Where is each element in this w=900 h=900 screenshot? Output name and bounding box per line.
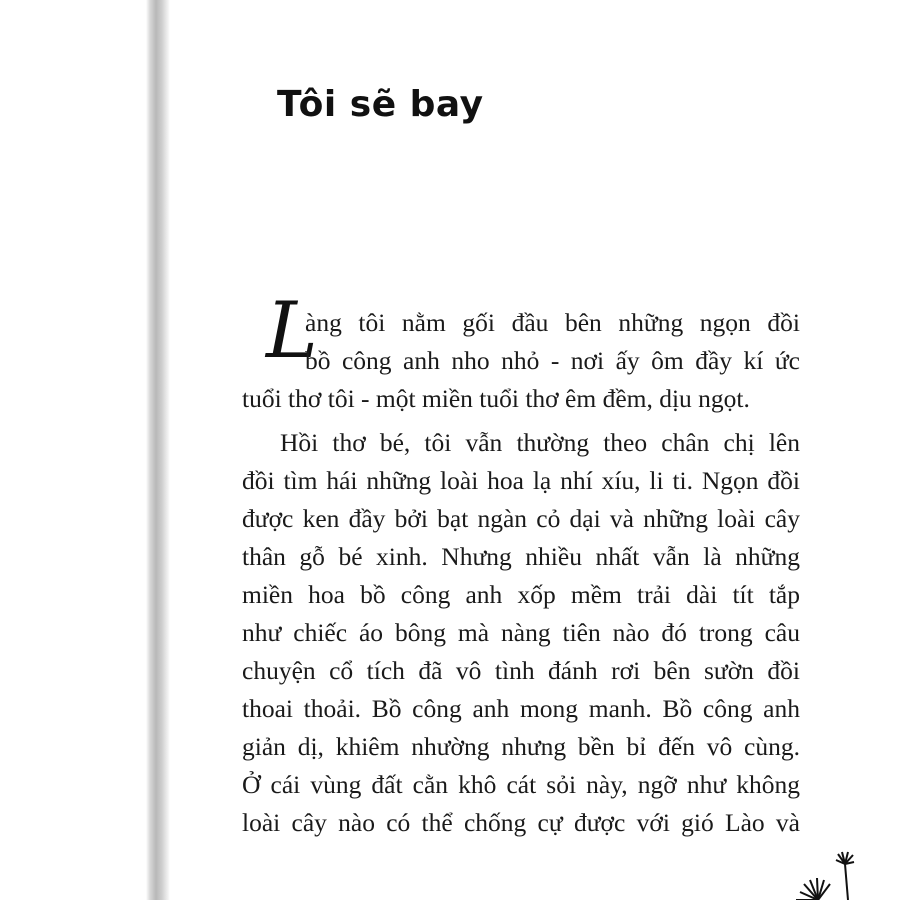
text-line: đồi tìm hái những loài hoa lạ nhí xíu, li ti. Ngọn đồi (242, 466, 800, 495)
text-line: miền hoa bồ công anh xốp mềm trải dài tít tắp (242, 580, 800, 609)
text-line: thoai thoải. Bồ công anh mong manh. Bồ công anh (242, 694, 800, 723)
text-line: Hồi thơ bé, tôi vẫn thường theo chân chị lên (280, 428, 800, 457)
text-line: giản dị, khiêm nhường nhưng bền bỉ đến vô cùng. (242, 732, 800, 761)
chapter-title: Tôi sẽ bay (277, 84, 484, 125)
text-line: tuổi thơ tôi - một miền tuổi thơ êm đềm, dịu ngọt. (242, 384, 750, 413)
dandelion-illustration-icon (790, 850, 870, 900)
text-line: àng tôi nằm gối đầu bên những ngọn đồi (305, 308, 800, 337)
text-line: loài cây nào có thể chống cự được với gió Lào và (242, 808, 800, 837)
text-line: Ở cái vùng đất cằn khô cát sỏi này, ngỡ như không (242, 770, 800, 799)
text-line: thân gỗ bé xinh. Nhưng nhiều nhất vẫn là những (242, 542, 800, 571)
text-line: bồ công anh nho nhỏ - nơi ấy ôm đầy kí ức (305, 346, 800, 375)
text-line: được ken đầy bởi bạt ngàn cỏ dại và những loài cây (242, 504, 800, 533)
text-line: như chiếc áo bông mà nàng tiên nào đó trong câu (242, 618, 800, 647)
text-line: chuyện cổ tích đã vô tình đánh rơi bên sườn đồi (242, 656, 800, 685)
drop-cap: L (266, 286, 318, 376)
page-binding-shadow (0, 0, 170, 900)
